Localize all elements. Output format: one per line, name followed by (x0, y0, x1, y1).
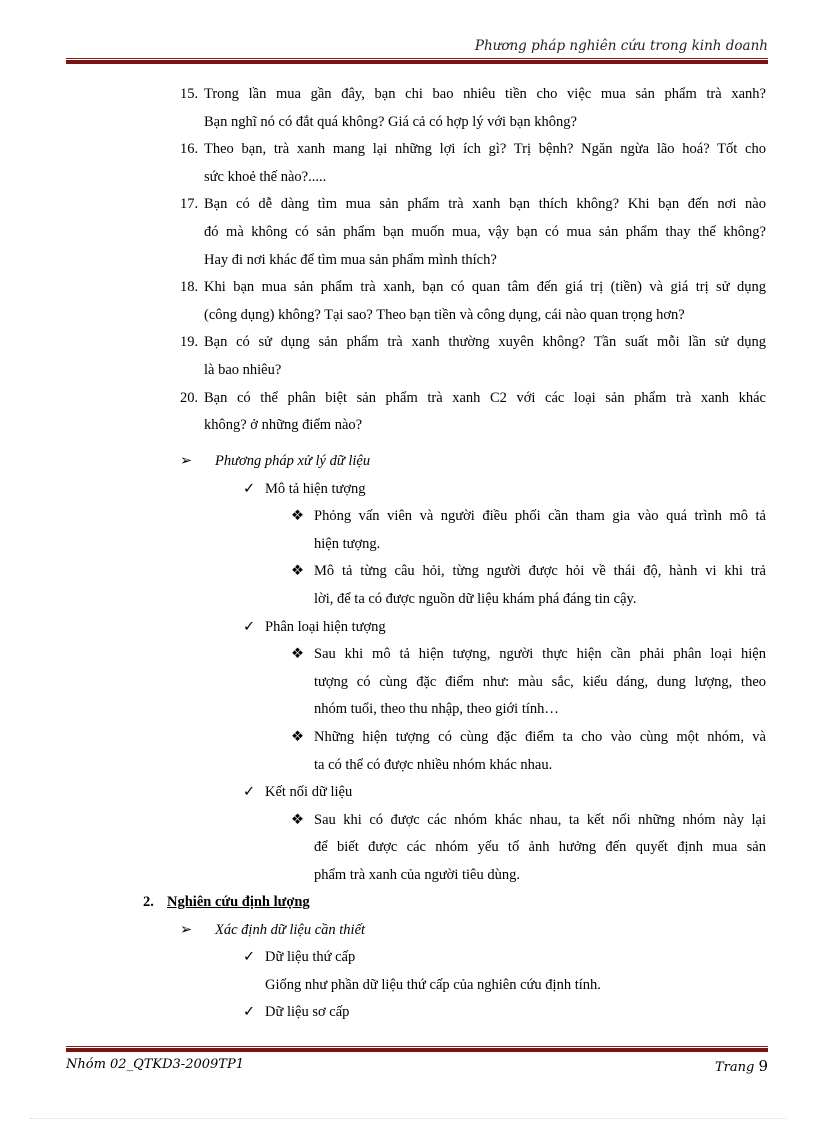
page-edge (30, 1118, 786, 1119)
diamond-bullet-icon: ❖ (291, 729, 304, 745)
question-line: Trong lần mua gần đây, bạn chi bao nhiêu tiền cho việc mua sản phẩm trà xanh? (204, 86, 766, 102)
check-icon: ✓ (243, 784, 256, 801)
question-number: 20. (180, 389, 199, 406)
bullet-line: Sau khi mô tả hiện tượng, người thực hiện cần phải phân loại hiện (314, 646, 766, 663)
diamond-bullet-icon: ❖ (291, 646, 304, 663)
question-line: sức khoẻ thế nào?..... (204, 168, 327, 185)
bullet-line: nhóm tuổi, theo thu nhập, theo giới tính… (314, 701, 559, 718)
check-icon: ✓ (243, 480, 256, 497)
footer-page (715, 1057, 768, 1075)
item-label: Phân loại hiện tượng (265, 618, 386, 635)
bullet-line: tượng có cùng đặc điểm như: màu sắc, kiểu dáng, dung lượng, theo (314, 673, 766, 690)
header-title: Phương pháp nghiên cứu trong kinh doanh (474, 38, 768, 54)
question-number: 19. (180, 334, 199, 351)
bullet-line: lời, để ta có được nguồn dữ liệu khám phá đáng tin cậy. (314, 591, 637, 607)
question-number: 18. (180, 279, 199, 296)
question-line: Hay đi nơi khác để tìm mua sản phẩm mình thích? (204, 251, 497, 268)
bullet-line: hiện tượng. (314, 535, 381, 552)
question-line: Bạn có sử dụng sản phẩm trà xanh thường xuyên không? Tần suất mỗi lần sử dụng (204, 334, 766, 351)
arrow-bullet-icon: ➢ (180, 921, 193, 938)
bullet-line: Sau khi có được các nhóm khác nhau, ta kết nối những nhóm này lại (314, 811, 766, 828)
question-line: Bạn có dễ dàng tìm mua sản phẩm trà xanh bạn thích không? Khi bạn đến nơi nào (204, 196, 766, 213)
item-label: Dữ liệu thứ cấp (265, 949, 356, 966)
question-line: Khi bạn mua sản phẩm trà xanh, bạn có quan tâm đến giá trị (tiền) và giá trị sử dụng (204, 279, 766, 296)
item-label: Mô tả hiện tượng (265, 480, 366, 497)
section-number: 2. (143, 894, 154, 910)
check-icon: ✓ (243, 949, 256, 966)
question-line: là bao nhiêu? (204, 362, 282, 378)
item-text: Giống như phần dữ liệu thứ cấp của nghiên cứu định tính. (265, 976, 601, 993)
diamond-bullet-icon: ❖ (291, 811, 304, 828)
question-line: Bạn có thể phân biệt sản phẩm trà xanh C2 với các loại sản phẩm trà xanh khác (204, 389, 766, 406)
header-rule (66, 58, 768, 64)
question-number: 16. (180, 141, 199, 158)
question-number: 15. (180, 86, 199, 102)
page-number: 9 (758, 1057, 768, 1075)
question-line: (công dụng) không? Tại sao? Theo bạn tiền và công dụng, cái nào quan trọng hơn? (204, 306, 685, 323)
question-line: không? ở những điểm nào? (204, 417, 363, 434)
check-icon: ✓ (243, 1004, 256, 1021)
item-label: Kết nối dữ liệu (265, 784, 353, 801)
question-line: Bạn nghĩ nó có đắt quá không? Giá cả có hợp lý với bạn không? (204, 113, 577, 130)
footer-group: Nhóm 02_QTKD3-2009TP1 (66, 1057, 244, 1072)
question-line: Theo bạn, trà xanh mang lại những lợi ích gì? Trị bệnh? Ngăn ngừa lão hoá? Tốt cho (204, 141, 766, 158)
footer-rule (66, 1046, 768, 1052)
diamond-bullet-icon: ❖ (291, 508, 304, 525)
subheading-processing: Phương pháp xử lý dữ liệu (215, 453, 371, 469)
bullet-line: Mô tả từng câu hỏi, từng người được hỏi về thái độ, hành vi khi trả (314, 563, 766, 580)
bullet-line: ta có thể có được nhiều nhóm khác nhau. (314, 756, 553, 773)
question-line: đó mà không có sản phẩm bạn muốn mua, vậy bạn có mua sản phẩm thay thế không? (204, 224, 766, 240)
arrow-bullet-icon: ➢ (180, 453, 193, 469)
bullet-line: Những hiện tượng có cùng đặc điểm ta cho vào cùng một nhóm, và (314, 729, 766, 745)
bullet-line: để biết được các nhóm yếu tố ảnh hưởng đến quyết định mua sản (314, 839, 766, 856)
page-label: Trang (714, 1060, 755, 1075)
section-title: Nghiên cứu định lượng (167, 894, 310, 910)
bullet-line: Phỏng vấn viên và người điều phối cần tham gia vào quá trình mô tả (314, 508, 766, 525)
item-label: Dữ liệu sơ cấp (265, 1004, 350, 1021)
diamond-bullet-icon: ❖ (291, 563, 304, 580)
question-number: 17. (180, 196, 199, 213)
bullet-line: phẩm trà xanh của người tiêu dùng. (314, 867, 520, 883)
subheading-data: Xác định dữ liệu cần thiết (215, 921, 366, 938)
check-icon: ✓ (243, 618, 256, 635)
